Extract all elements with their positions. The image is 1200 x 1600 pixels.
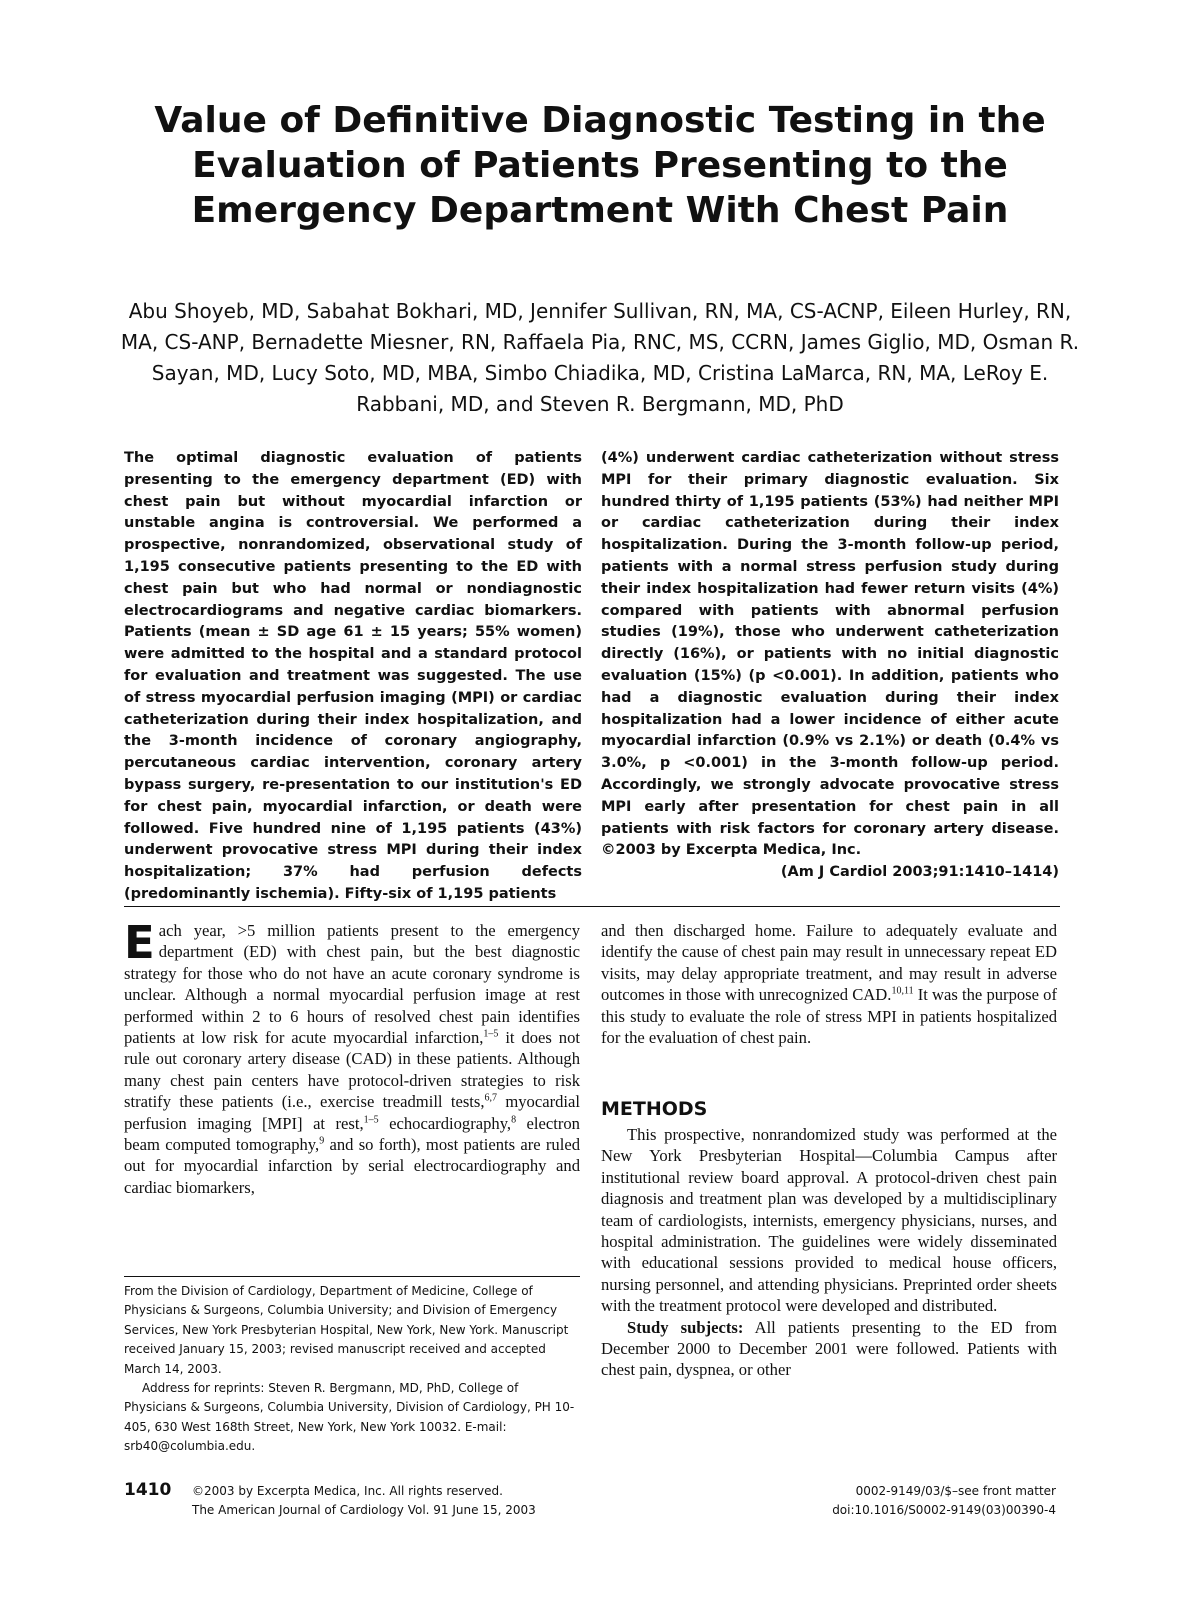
- abstract-divider: [124, 906, 1060, 907]
- intro-text-6: and so forth), most patients are ruled out for myocardial infarction by serial electrocardiography and cardiac biomarkers,: [124, 1135, 580, 1197]
- footer-doi: doi:10.1016/S0002-9149(03)00390-4: [832, 1503, 1056, 1517]
- study-subjects-paragraph: [601, 1317, 1057, 1381]
- abstract-column-left: The optimal diagnostic evaluation of patients presenting to the emergency department (ED) with chest pain but without myocardial infarction or unstable angina is controversial. We performed a prospective, nonrandomized, observational study of 1,195 consecutive patients presenting to the ED with chest pain but who had normal or nondiagnostic electrocardiograms and negative cardiac biomarkers. Patients (mean ± SD age 61 ± 15 years; 55% women) were admitted to the hospital and a standard protocol for evaluation and treatment was suggested. The use of stress myocardial perfusion imaging (MPI) or cardiac catheterization during their index hospitalization, and the 3-month incidence of coronary angiography, percutaneous cardiac intervention, coronary artery bypass surgery, re-presentation to our institution's ED for chest pain, myocardial infarction, or death were followed. Five hundred nine of 1,195 patients (43%) underwent provocative stress MPI during their index hospitalization; 37% had perfusion defects (predominantly ischemia). Fifty-six of 1,195 patients: [124, 450, 582, 902]
- reprint-address-note: Address for reprints: Steven R. Bergmann, MD, PhD, College of Physicians & Surgeons, Columbia University, Division of Cardiology, PH 10-405, 630 West 168th Street, New York, New York 10032. E-mail: srb40@columbia.edu.: [124, 1381, 575, 1454]
- reference-superscript: 1–5: [483, 1028, 499, 1040]
- methods-section: [601, 1124, 1057, 1381]
- footer-journal-info: [192, 1482, 536, 1520]
- abstract-citation: (Am J Cardiol 2003;91:1410–1414): [780, 864, 1059, 881]
- reference-superscript: 9: [319, 1135, 325, 1147]
- abstract-right-text: (4%) underwent cardiac catheterization without stress MPI for their primary diagnostic evaluation. Six hundred thirty of 1,195 patients (53%) had neither MPI or cardiac catheterization during their index hospitalization. During the 3-month follow-up period, patients with a normal stress perfusion study during their index hospitalization had fewer return visits (4%) compared with patients with abnormal perfusion studies (19%), those who underwent catheterization directly (16%), or patients with no initial diagnostic evaluation (15%) (p <0.001). In addition, patients who had a diagnostic evaluation during their index hospitalization had a lower incidence of either acute myocardial infarction (0.9% vs 2.1%) or death (0.4% vs 3.0%, p <0.001) in the 3-month follow-up period. Accordingly, we strongly advocate provocative stress MPI early after presentation for chest pain in all patients with risk factors for coronary artery disease. ©2003 by Excerpta Medica, Inc.: [601, 450, 1059, 859]
- reference-superscript: 8: [511, 1114, 517, 1126]
- reference-superscript: 6,7: [484, 1092, 498, 1104]
- footer-copyright: ©2003 by Excerpta Medica, Inc. All rights reserved.: [192, 1484, 503, 1498]
- footer-journal: The American Journal of Cardiology Vol. 91 June 15, 2003: [192, 1503, 536, 1517]
- run-in-heading: Study subjects:: [627, 1317, 744, 1337]
- intro-text-5: electron beam computed tomography,: [124, 1113, 580, 1155]
- abstract-column-right: [601, 448, 1059, 884]
- affiliation-note: From the Division of Cardiology, Department of Medicine, College of Physicians & Surgeons, Columbia University; and Division of Emergency Services, New York Presbyterian Hospital, New York, New York. Manuscript received January 15, 2003; revised manuscript received and accepted March 14, 2003.: [124, 1284, 569, 1376]
- footnote-divider: [124, 1276, 580, 1277]
- intro-text-8: It was the purpose of this study to evaluate the role of stress MPI in patients hospitalized for the evaluation of chest pain.: [601, 985, 1057, 1048]
- footnote-block: [124, 1282, 580, 1457]
- intro-text-1: ach year, >5 million patients present to the emergency department (ED) with chest pain, but the best diagnostic strategy for those who do not have an acute coronary syndrome is unclear. Although a normal myocardial perfusion image at rest performed within 2 to 6 hours of resolved chest pain identifies patients at low risk for acute myocardial infarction,: [124, 921, 580, 1048]
- intro-text-3: myocardial perfusion imaging [MPI] at rest,: [124, 1092, 580, 1133]
- intro-text-7: and then discharged home. Failure to adequately evaluate and identify the cause of chest pain may result in unnecessary repeat ED visits, may delay appropriate treatment, and may result in adverse outcomes in those with unrecognized CAD.: [601, 921, 1057, 1005]
- intro-continuation: [601, 920, 1057, 1048]
- page-number: 1410: [124, 1480, 172, 1500]
- methods-paragraph: This prospective, nonrandomized study was performed at the New York Presbyterian Hospital—Columbia Campus after institutional review board approval. A protocol-driven chest pain diagnosis and treatment plan was developed by a multidisciplinary team of cardiologists, internists, emergency physicians, nurses, and hospital administration. The guidelines were widely disseminated with educational sessions provided to medical house officers, nursing personnel, and attending physicians. Preprinted order sheets with the treatment protocol were developed and distributed.: [601, 1125, 1057, 1316]
- reference-superscript: 1–5: [363, 1114, 379, 1126]
- intro-text-2: it does not rule out coronary artery disease (CAD) in these patients. Although many chest pain centers have protocol-driven strategies to risk stratify these patients (i.e., exercise treadmill tests,: [124, 1028, 580, 1112]
- reference-superscript: 10,11: [891, 985, 914, 997]
- article-title: Value of Definitive Diagnostic Testing in the Evaluation of Patients Presenting to the Emergency Department With Chest Pain: [154, 100, 1046, 231]
- intro-text-4: echocardiography,: [378, 1113, 512, 1133]
- footer-identifiers: [832, 1482, 1056, 1520]
- footer-issn: 0002-9149/03/$–see front matter: [855, 1484, 1056, 1498]
- author-list: Abu Shoyeb, MD, Sabahat Bokhari, MD, Jennifer Sullivan, RN, MA, CS-ACNP, Eileen Hurley, RN, MA, CS-ANP, Bernadette Miesner, RN, Raffaela Pia, RNC, MS, CCRN, James Giglio, MD, Osman R. Sayan, MD, Lucy Soto, MD, MBA, Simbo Chiadika, MD, Cristina LaMarca, RN, MA, LeRoy E. Rabbani, MD, and Steven R. Bergmann, MD, PhD: [120, 299, 1080, 416]
- methods-heading: METHODS: [601, 1098, 708, 1120]
- drop-cap: E: [124, 916, 155, 969]
- study-subjects-text: All patients presenting to the ED from December 2000 to December 2001 were followed. Patients with chest pain, dyspnea, or other: [601, 1317, 1057, 1380]
- intro-paragraph: [124, 916, 580, 1198]
